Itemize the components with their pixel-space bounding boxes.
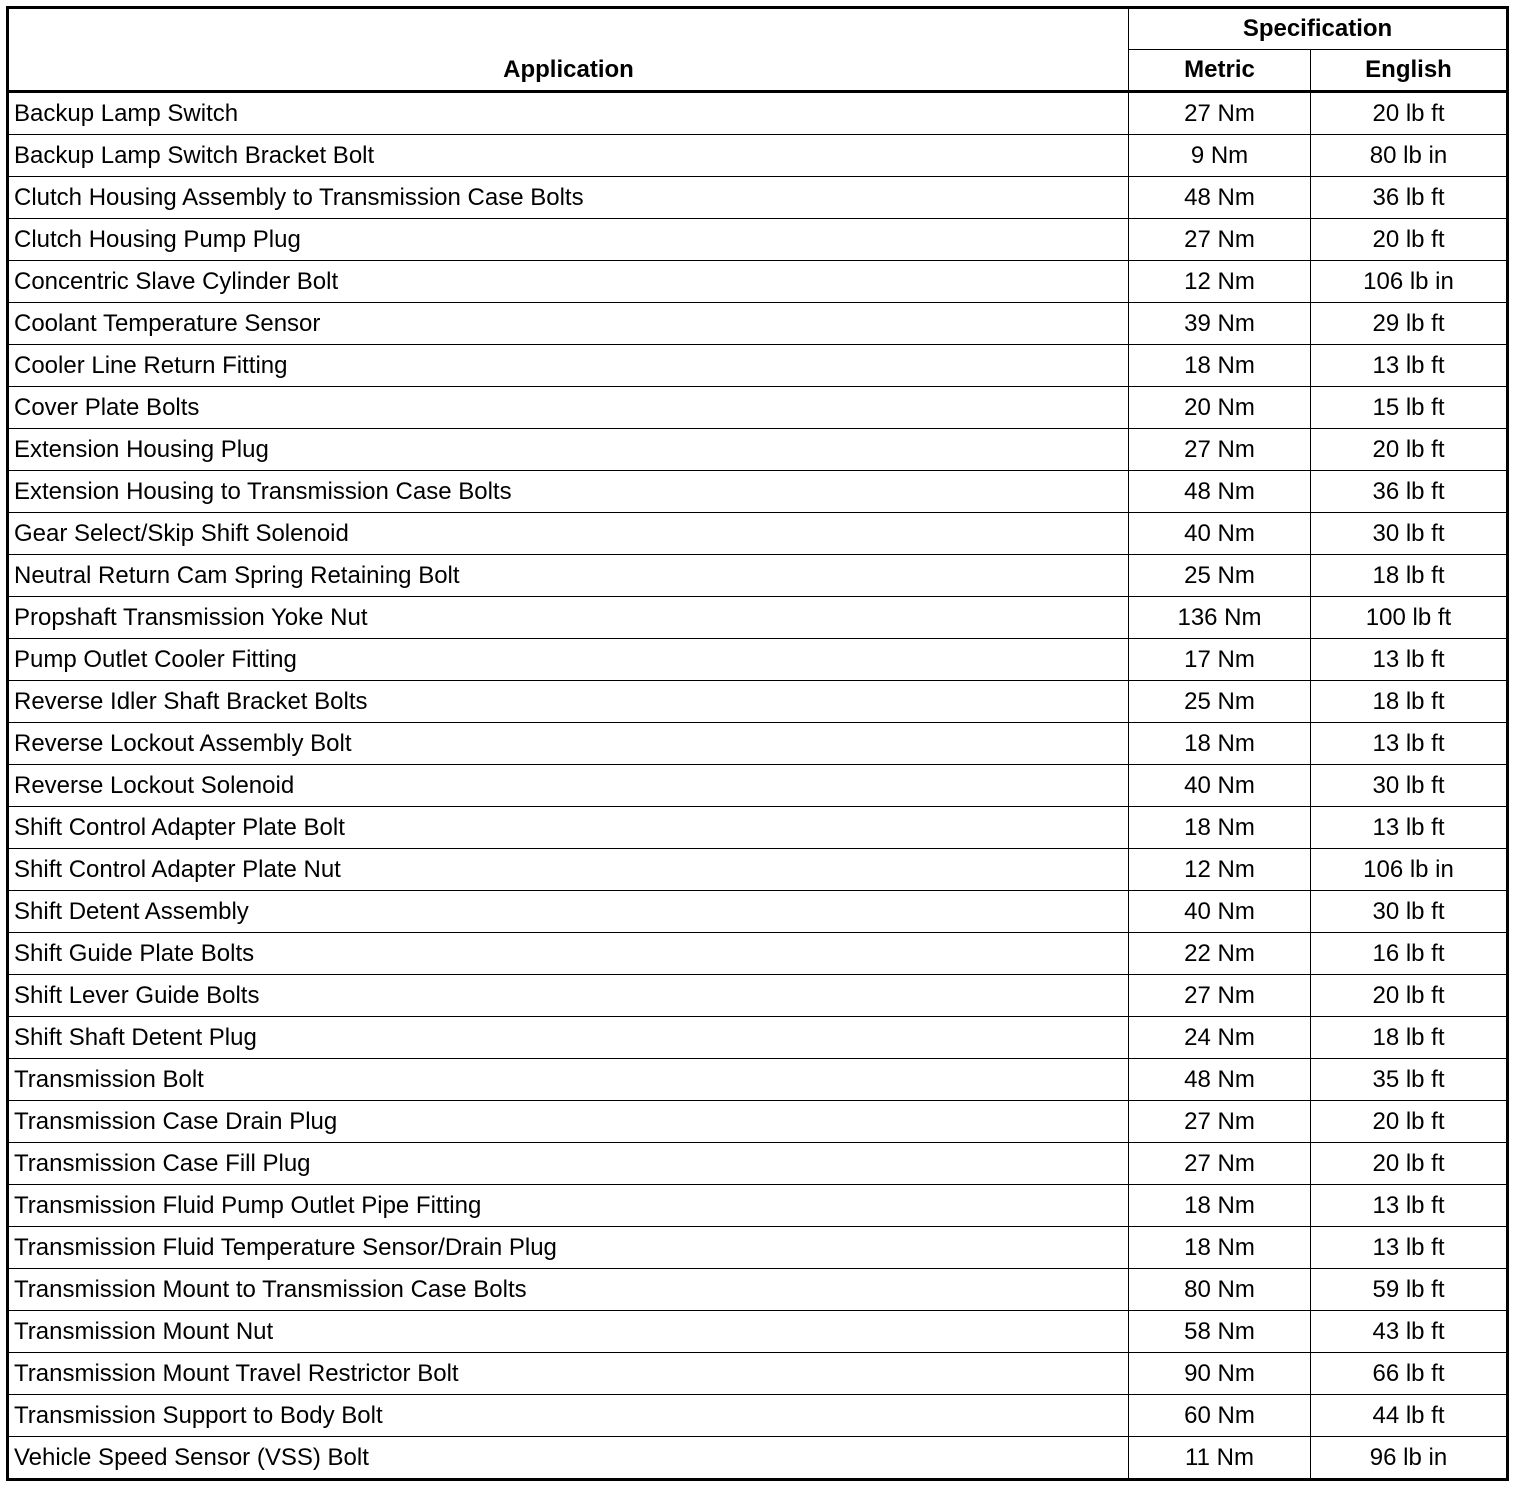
application-column-header: Application: [8, 8, 1129, 92]
metric-value-cell: 39 Nm: [1129, 303, 1311, 345]
table-row: [8, 723, 1508, 765]
application-cell: Propshaft Transmission Yoke Nut: [8, 597, 1129, 639]
english-value-cell: 29 lb ft: [1311, 303, 1508, 345]
application-cell: Shift Lever Guide Bolts: [8, 975, 1129, 1017]
metric-value-cell: 18 Nm: [1129, 723, 1311, 765]
english-value-cell: 100 lb ft: [1311, 597, 1508, 639]
english-value-cell: 18 lb ft: [1311, 555, 1508, 597]
application-cell: Clutch Housing Assembly to Transmission Case Bolts: [8, 177, 1129, 219]
english-value-cell: 18 lb ft: [1311, 1017, 1508, 1059]
application-cell: Gear Select/Skip Shift Solenoid: [8, 513, 1129, 555]
metric-value-cell: 58 Nm: [1129, 1311, 1311, 1353]
application-cell: Transmission Support to Body Bolt: [8, 1395, 1129, 1437]
application-cell: Vehicle Speed Sensor (VSS) Bolt: [8, 1437, 1129, 1480]
english-value-cell: 59 lb ft: [1311, 1269, 1508, 1311]
metric-value-cell: 25 Nm: [1129, 681, 1311, 723]
application-cell: Backup Lamp Switch: [8, 92, 1129, 135]
application-cell: Shift Control Adapter Plate Bolt: [8, 807, 1129, 849]
table-row: [8, 1227, 1508, 1269]
application-cell: Shift Detent Assembly: [8, 891, 1129, 933]
metric-value-cell: 24 Nm: [1129, 1017, 1311, 1059]
table-row: [8, 387, 1508, 429]
table-row: [8, 1059, 1508, 1101]
application-cell: Transmission Fluid Temperature Sensor/Drain Plug: [8, 1227, 1129, 1269]
english-value-cell: 13 lb ft: [1311, 1227, 1508, 1269]
application-cell: Shift Shaft Detent Plug: [8, 1017, 1129, 1059]
application-cell: Cover Plate Bolts: [8, 387, 1129, 429]
metric-value-cell: 48 Nm: [1129, 471, 1311, 513]
english-value-cell: 20 lb ft: [1311, 1101, 1508, 1143]
table-row: [8, 1185, 1508, 1227]
table-row: [8, 345, 1508, 387]
application-cell: Reverse Idler Shaft Bracket Bolts: [8, 681, 1129, 723]
english-column-header: English: [1311, 50, 1508, 92]
application-cell: Transmission Case Fill Plug: [8, 1143, 1129, 1185]
table-row: [8, 1017, 1508, 1059]
metric-column-header: Metric: [1129, 50, 1311, 92]
metric-value-cell: 12 Nm: [1129, 261, 1311, 303]
table-row: [8, 1101, 1508, 1143]
metric-value-cell: 9 Nm: [1129, 135, 1311, 177]
metric-value-cell: 27 Nm: [1129, 975, 1311, 1017]
table-row: [8, 135, 1508, 177]
table-row: [8, 219, 1508, 261]
metric-value-cell: 18 Nm: [1129, 1227, 1311, 1269]
english-value-cell: 13 lb ft: [1311, 639, 1508, 681]
application-cell: Reverse Lockout Solenoid: [8, 765, 1129, 807]
metric-value-cell: 27 Nm: [1129, 219, 1311, 261]
metric-value-cell: 18 Nm: [1129, 345, 1311, 387]
metric-value-cell: 11 Nm: [1129, 1437, 1311, 1480]
application-cell: Neutral Return Cam Spring Retaining Bolt: [8, 555, 1129, 597]
table-row: [8, 597, 1508, 639]
table-row: [8, 1269, 1508, 1311]
table-row: [8, 849, 1508, 891]
metric-value-cell: 27 Nm: [1129, 1143, 1311, 1185]
english-value-cell: 96 lb in: [1311, 1437, 1508, 1480]
table-row: [8, 807, 1508, 849]
application-cell: Concentric Slave Cylinder Bolt: [8, 261, 1129, 303]
table-row: [8, 1311, 1508, 1353]
english-value-cell: 15 lb ft: [1311, 387, 1508, 429]
application-cell: Transmission Mount to Transmission Case Bolts: [8, 1269, 1129, 1311]
fastener-spec-table: [6, 6, 1509, 1481]
specification-group-header: Specification: [1129, 8, 1508, 50]
table-row: [8, 681, 1508, 723]
application-cell: Extension Housing to Transmission Case Bolts: [8, 471, 1129, 513]
metric-value-cell: 27 Nm: [1129, 92, 1311, 135]
table-row: [8, 891, 1508, 933]
application-cell: Backup Lamp Switch Bracket Bolt: [8, 135, 1129, 177]
table-row: [8, 555, 1508, 597]
metric-value-cell: 18 Nm: [1129, 1185, 1311, 1227]
application-cell: Shift Control Adapter Plate Nut: [8, 849, 1129, 891]
metric-value-cell: 27 Nm: [1129, 1101, 1311, 1143]
table-row: [8, 765, 1508, 807]
application-cell: Clutch Housing Pump Plug: [8, 219, 1129, 261]
english-value-cell: 36 lb ft: [1311, 471, 1508, 513]
metric-value-cell: 27 Nm: [1129, 429, 1311, 471]
metric-value-cell: 25 Nm: [1129, 555, 1311, 597]
table-row: [8, 1395, 1508, 1437]
table-row: [8, 261, 1508, 303]
english-value-cell: 20 lb ft: [1311, 1143, 1508, 1185]
english-value-cell: 13 lb ft: [1311, 1185, 1508, 1227]
metric-value-cell: 60 Nm: [1129, 1395, 1311, 1437]
metric-value-cell: 80 Nm: [1129, 1269, 1311, 1311]
english-value-cell: 35 lb ft: [1311, 1059, 1508, 1101]
english-value-cell: 20 lb ft: [1311, 975, 1508, 1017]
english-value-cell: 13 lb ft: [1311, 723, 1508, 765]
application-cell: Transmission Mount Nut: [8, 1311, 1129, 1353]
table-row: [8, 92, 1508, 135]
application-cell: Pump Outlet Cooler Fitting: [8, 639, 1129, 681]
application-cell: Cooler Line Return Fitting: [8, 345, 1129, 387]
table-row: [8, 303, 1508, 345]
table-row: [8, 177, 1508, 219]
application-cell: Transmission Fluid Pump Outlet Pipe Fitting: [8, 1185, 1129, 1227]
application-cell: Transmission Bolt: [8, 1059, 1129, 1101]
english-value-cell: 20 lb ft: [1311, 429, 1508, 471]
english-value-cell: 13 lb ft: [1311, 345, 1508, 387]
table-row: [8, 1437, 1508, 1480]
metric-value-cell: 40 Nm: [1129, 513, 1311, 555]
english-value-cell: 16 lb ft: [1311, 933, 1508, 975]
english-value-cell: 20 lb ft: [1311, 219, 1508, 261]
metric-value-cell: 90 Nm: [1129, 1353, 1311, 1395]
metric-value-cell: 40 Nm: [1129, 765, 1311, 807]
table-row: [8, 975, 1508, 1017]
table-row: [8, 639, 1508, 681]
table-row: [8, 429, 1508, 471]
english-value-cell: 13 lb ft: [1311, 807, 1508, 849]
metric-value-cell: 136 Nm: [1129, 597, 1311, 639]
table-row: [8, 513, 1508, 555]
english-value-cell: 106 lb in: [1311, 261, 1508, 303]
english-value-cell: 43 lb ft: [1311, 1311, 1508, 1353]
application-cell: Transmission Case Drain Plug: [8, 1101, 1129, 1143]
metric-value-cell: 22 Nm: [1129, 933, 1311, 975]
table-body: [8, 92, 1508, 1480]
header-row-top: [8, 8, 1508, 50]
english-value-cell: 20 lb ft: [1311, 92, 1508, 135]
english-value-cell: 36 lb ft: [1311, 177, 1508, 219]
metric-value-cell: 48 Nm: [1129, 177, 1311, 219]
metric-value-cell: 48 Nm: [1129, 1059, 1311, 1101]
table-row: [8, 1353, 1508, 1395]
metric-value-cell: 18 Nm: [1129, 807, 1311, 849]
english-value-cell: 66 lb ft: [1311, 1353, 1508, 1395]
table-header: [8, 8, 1508, 92]
english-value-cell: 44 lb ft: [1311, 1395, 1508, 1437]
english-value-cell: 30 lb ft: [1311, 765, 1508, 807]
english-value-cell: 106 lb in: [1311, 849, 1508, 891]
application-cell: Transmission Mount Travel Restrictor Bolt: [8, 1353, 1129, 1395]
application-cell: Coolant Temperature Sensor: [8, 303, 1129, 345]
metric-value-cell: 20 Nm: [1129, 387, 1311, 429]
metric-value-cell: 17 Nm: [1129, 639, 1311, 681]
application-cell: Reverse Lockout Assembly Bolt: [8, 723, 1129, 765]
metric-value-cell: 40 Nm: [1129, 891, 1311, 933]
english-value-cell: 30 lb ft: [1311, 891, 1508, 933]
application-cell: Extension Housing Plug: [8, 429, 1129, 471]
english-value-cell: 80 lb in: [1311, 135, 1508, 177]
table-row: [8, 1143, 1508, 1185]
english-value-cell: 18 lb ft: [1311, 681, 1508, 723]
english-value-cell: 30 lb ft: [1311, 513, 1508, 555]
table-row: [8, 933, 1508, 975]
table-row: [8, 471, 1508, 513]
metric-value-cell: 12 Nm: [1129, 849, 1311, 891]
application-cell: Shift Guide Plate Bolts: [8, 933, 1129, 975]
